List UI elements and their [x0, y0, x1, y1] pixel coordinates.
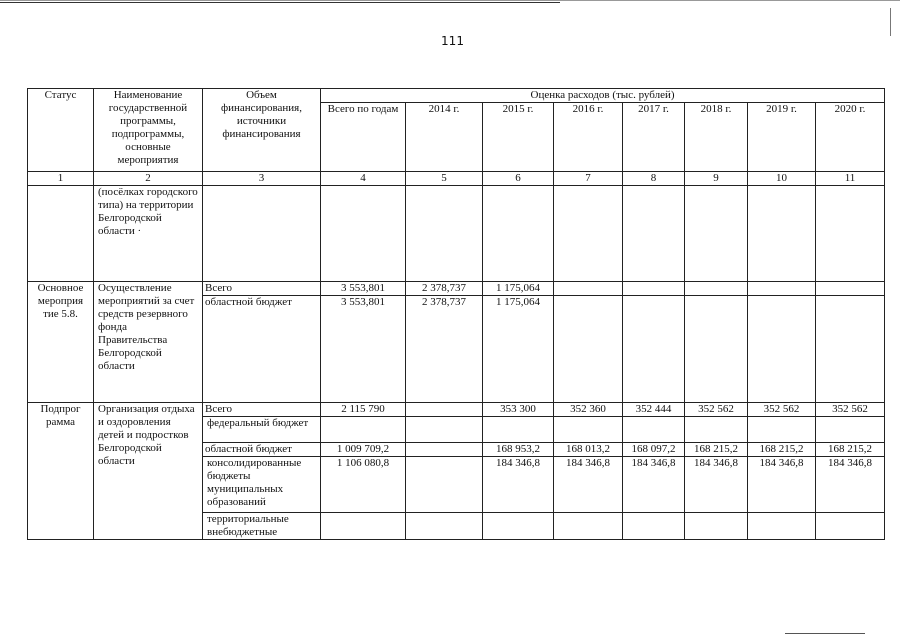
row-name: Организация отдыха и оздоровления детей и подростков Белгородской области: [94, 403, 203, 540]
header-year: 2015 г.: [483, 103, 554, 172]
value-cell: [685, 282, 748, 296]
value-cell: 168 215,2: [816, 443, 885, 457]
value-cell: [748, 282, 816, 296]
column-number: 4: [321, 172, 406, 186]
column-number: 7: [554, 172, 623, 186]
header-name: Наименование государственной программы, подпрограммы, основные мероприятия: [94, 89, 203, 172]
column-number: 6: [483, 172, 554, 186]
value-cell: [623, 282, 685, 296]
value-cell: [406, 417, 483, 443]
value-cell: 168 097,2: [623, 443, 685, 457]
value-cell: 1 175,064: [483, 282, 554, 296]
value-cell: 184 346,8: [623, 457, 685, 513]
value-cell: 1 009 709,2: [321, 443, 406, 457]
value-cell: 352 360: [554, 403, 623, 417]
value-cell: 352 562: [748, 403, 816, 417]
header-year: 2017 г.: [623, 103, 685, 172]
value-cell: [685, 513, 748, 540]
source-cell: федеральный бюджет: [203, 417, 321, 443]
source-cell: Всего: [203, 282, 321, 296]
value-cell: [816, 282, 885, 296]
row-status: Подпрог рамма: [28, 403, 94, 540]
header-volume: Объем финансирования, источники финансирования: [203, 89, 321, 172]
value-cell: 168 953,2: [483, 443, 554, 457]
header-year: 2019 г.: [748, 103, 816, 172]
right-edge-mark: [890, 8, 891, 36]
value-cell: 184 346,8: [554, 457, 623, 513]
row-status: [28, 186, 94, 282]
value-cell: [816, 513, 885, 540]
value-cell: [623, 296, 685, 403]
value-cell: [321, 417, 406, 443]
value-cell: 168 215,2: [685, 443, 748, 457]
value-cell: 352 562: [685, 403, 748, 417]
column-number-row: [28, 172, 885, 186]
value-cell: 353 300: [483, 403, 554, 417]
column-number: 5: [406, 172, 483, 186]
value-cell: 2 115 790: [321, 403, 406, 417]
value-cell: [321, 513, 406, 540]
header-row: [28, 89, 885, 103]
row-status: Основное мероприя тие 5.8.: [28, 282, 94, 403]
header-status: Статус: [28, 89, 94, 172]
row-name: (посёлках городского типа) на территории Белгородской области ·: [94, 186, 203, 282]
column-number: 2: [94, 172, 203, 186]
value-cell: 2 378,737: [406, 296, 483, 403]
header-year: 2014 г.: [406, 103, 483, 172]
table-row: [28, 186, 885, 282]
table-row: [28, 282, 885, 296]
value-cell: 168 013,2: [554, 443, 623, 457]
value-cell: [685, 417, 748, 443]
column-number: 8: [623, 172, 685, 186]
value-cell: [406, 457, 483, 513]
value-cell: 352 444: [623, 403, 685, 417]
value-cell: [554, 513, 623, 540]
source-cell: областной бюджет: [203, 443, 321, 457]
value-cell: [816, 296, 885, 403]
value-cell: [748, 513, 816, 540]
value-cell: [483, 513, 554, 540]
value-cell: [406, 513, 483, 540]
page-number: 111: [441, 34, 464, 48]
row-name: Осуществление мероприятий за счет средств резервного фонда Правительства Белгородской области: [94, 282, 203, 403]
value-cell: 168 215,2: [748, 443, 816, 457]
value-cell: 3 553,801: [321, 296, 406, 403]
header-year: 2016 г.: [554, 103, 623, 172]
value-cell: 184 346,8: [685, 457, 748, 513]
column-number: 11: [816, 172, 885, 186]
value-cell: [685, 296, 748, 403]
value-cell: [406, 443, 483, 457]
value-cell: 184 346,8: [483, 457, 554, 513]
column-number: 3: [203, 172, 321, 186]
value-cell: 3 553,801: [321, 282, 406, 296]
value-cell: [623, 513, 685, 540]
value-cell: 184 346,8: [816, 457, 885, 513]
value-cell: [554, 282, 623, 296]
value-cell: [483, 417, 554, 443]
value-cell: 184 346,8: [748, 457, 816, 513]
header-year: 2018 г.: [685, 103, 748, 172]
table-row: [28, 403, 885, 417]
value-cell: [748, 417, 816, 443]
footer-rule: [785, 633, 865, 634]
source-cell: консолидированные бюджеты муниципальных образований: [203, 457, 321, 513]
header-year: Всего по годам: [321, 103, 406, 172]
value-cell: 352 562: [816, 403, 885, 417]
column-number: 10: [748, 172, 816, 186]
source-cell: Всего: [203, 403, 321, 417]
header-year: 2020 г.: [816, 103, 885, 172]
value-cell: [748, 296, 816, 403]
budget-table: [27, 88, 885, 540]
value-cell: [623, 417, 685, 443]
top-edge-line: [0, 0, 900, 1]
value-cell: [816, 417, 885, 443]
header-estimate: Оценка расходов (тыс. рублей): [321, 89, 885, 103]
value-cell: [406, 403, 483, 417]
source-cell: территориальные внебюджетные: [203, 513, 321, 540]
value-cell: [554, 417, 623, 443]
top-rule: [0, 2, 560, 3]
value-cell: 1 175,064: [483, 296, 554, 403]
value-cell: 1 106 080,8: [321, 457, 406, 513]
source-cell: областной бюджет: [203, 296, 321, 403]
column-number: 1: [28, 172, 94, 186]
column-number: 9: [685, 172, 748, 186]
value-cell: 2 378,737: [406, 282, 483, 296]
value-cell: [554, 296, 623, 403]
